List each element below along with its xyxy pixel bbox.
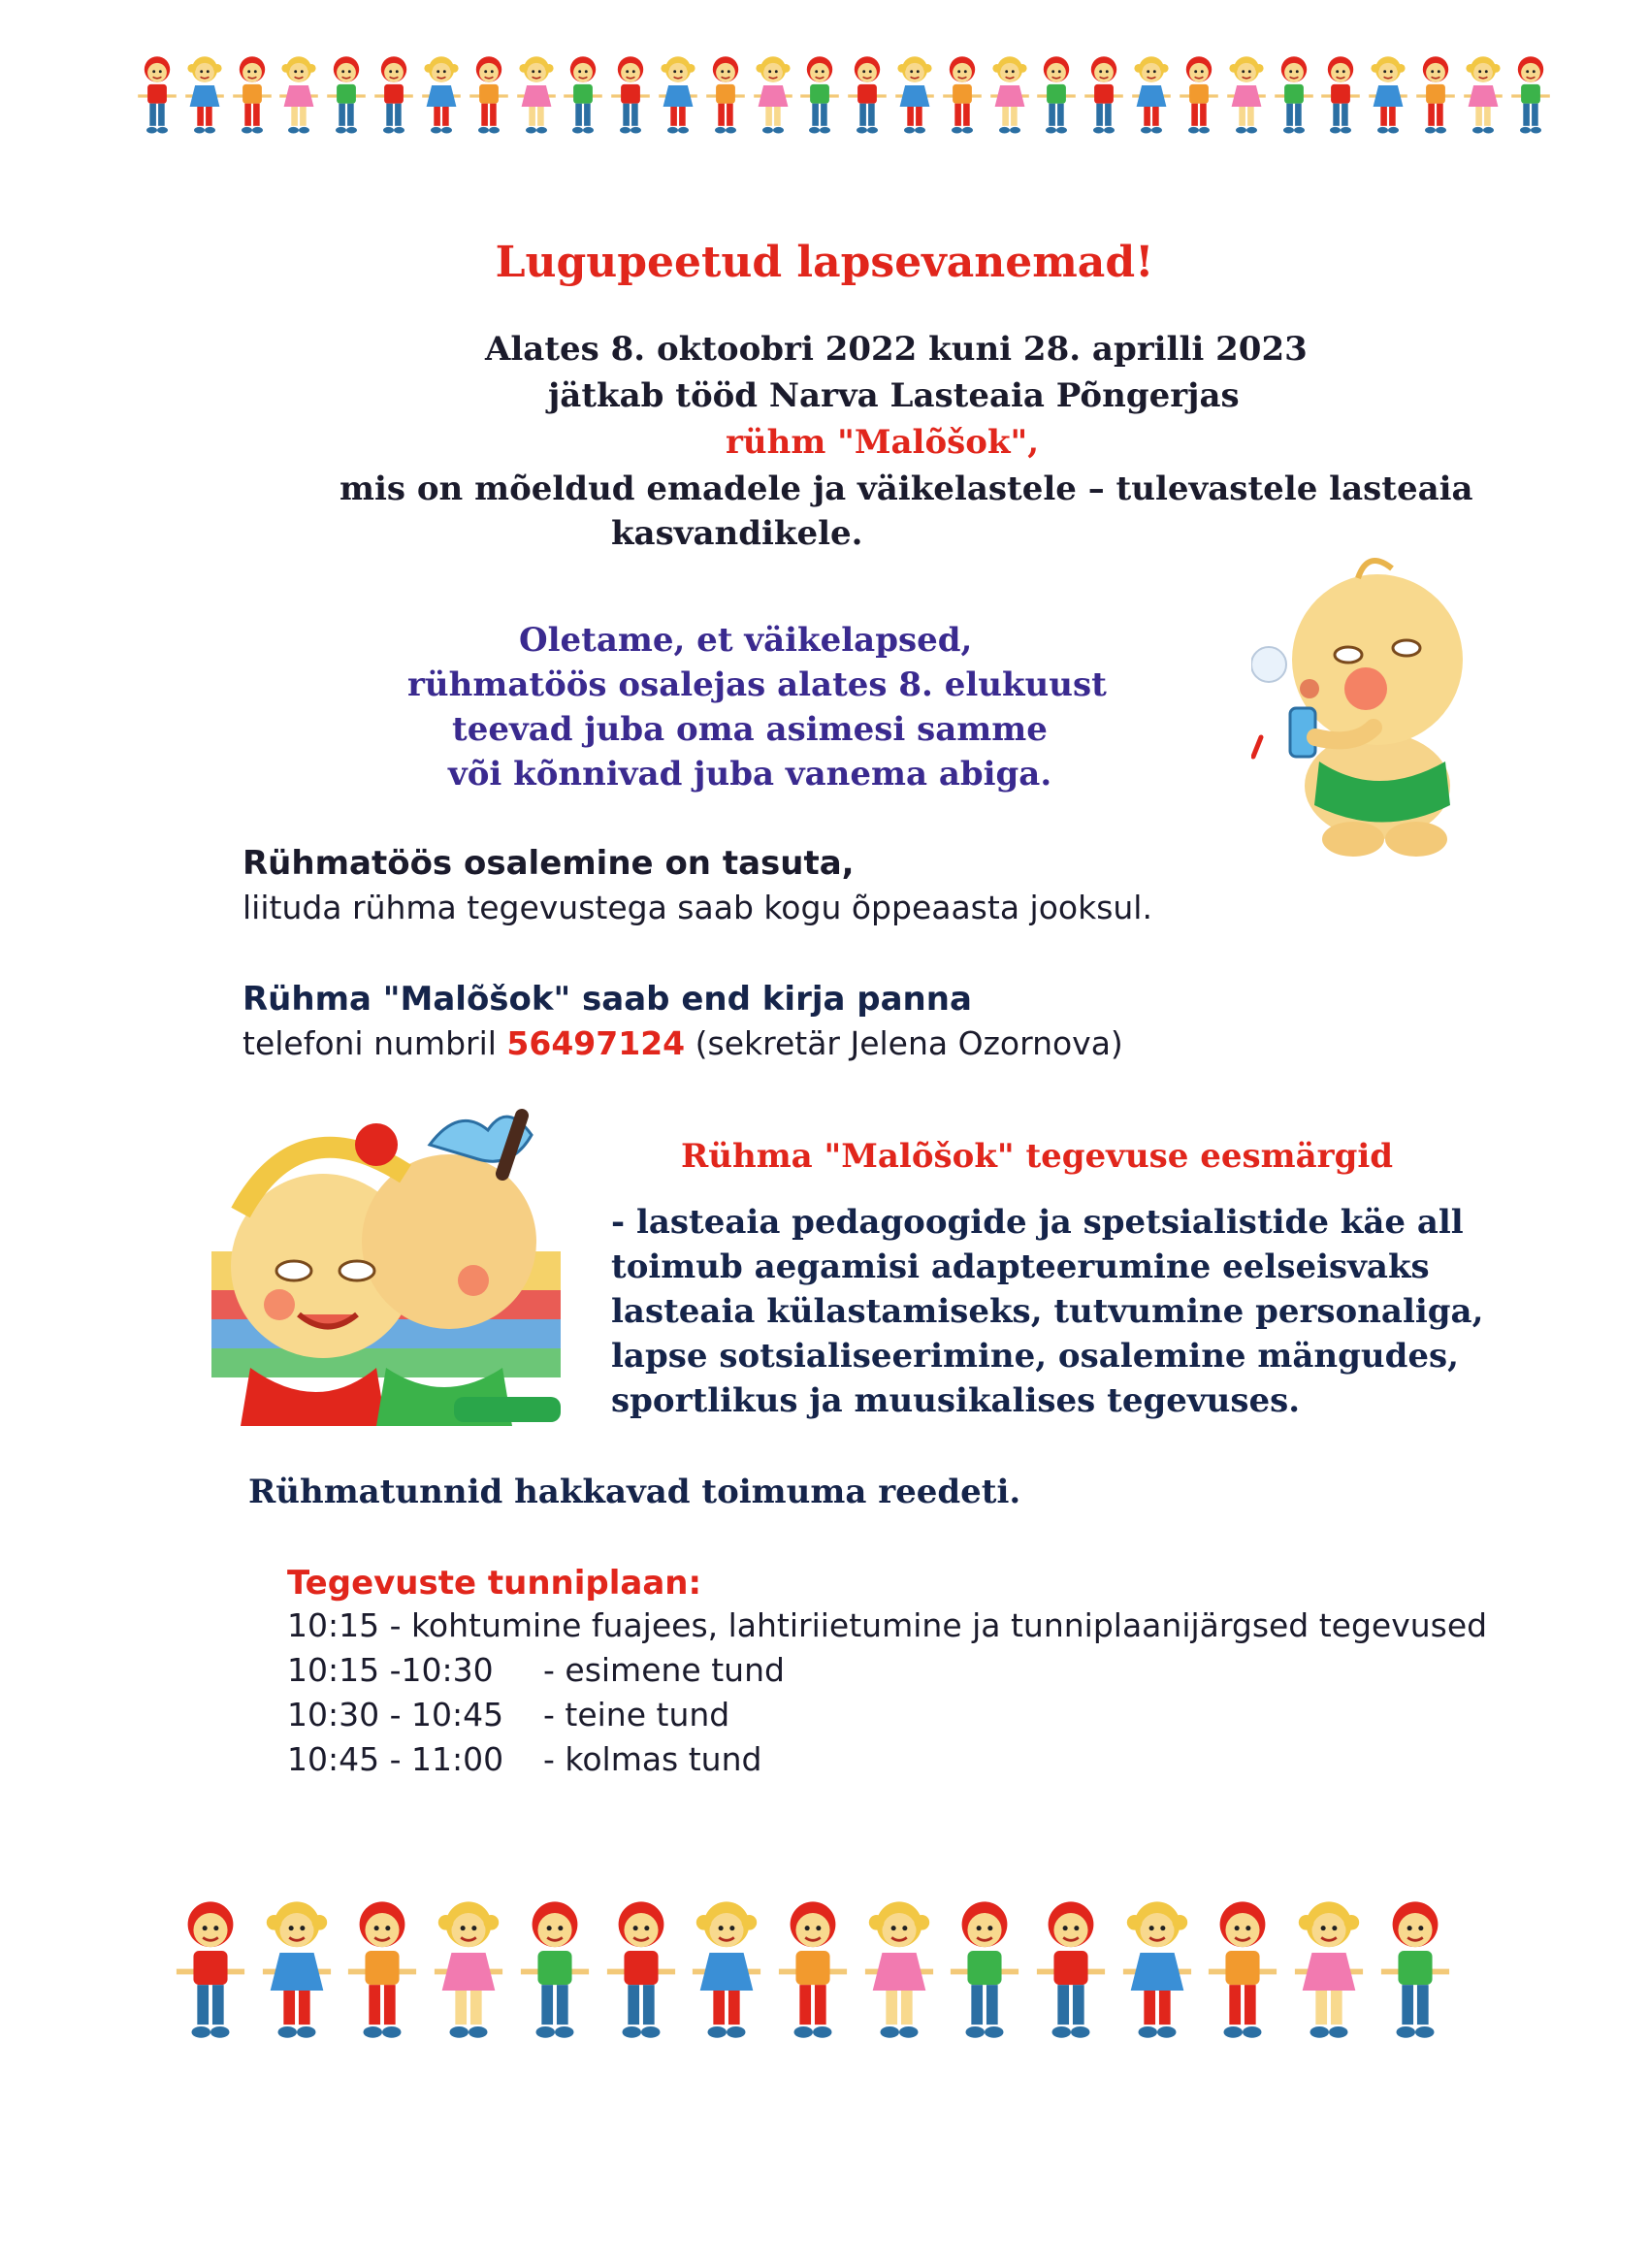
girl-icon — [1291, 1882, 1367, 2061]
boy-icon — [517, 1882, 593, 2061]
assumption-line-2: rühmatöös osalejas alates 8. elukuust — [407, 665, 1107, 704]
boy-icon — [1083, 43, 1125, 149]
schedule-heading: Tegevuste tunniplaan: — [287, 1564, 702, 1603]
boy-icon — [609, 43, 652, 149]
assumption-line-1: Oletame, et väikelapsed, — [519, 621, 973, 660]
schedule-time: 10:15 -10:30 — [287, 1651, 494, 1689]
boy-icon — [1414, 43, 1457, 149]
boy-icon — [798, 43, 841, 149]
schedule-time: 10:45 - 11:00 — [287, 1740, 504, 1778]
intro-line-1: Alates 8. oktoobri 2022 kuni 28. aprilli 2023 — [485, 330, 1308, 369]
girl-icon — [1462, 43, 1504, 149]
boy-icon — [846, 43, 889, 149]
fee-line-2: liituda rühma tegevustega saab kogu õppeaasta jooksul. — [242, 889, 1152, 926]
boy-icon — [231, 43, 274, 149]
goals-line-4: lapse sotsialiseerimine, osalemine mängudes, — [611, 1337, 1460, 1376]
page-title: Lugupeetud lapsevanemad! — [495, 238, 1154, 287]
girl-icon — [420, 43, 463, 149]
goals-heading: Rühma "Malõšok" tegevuse eesmärgid — [681, 1137, 1394, 1176]
boy-icon — [1205, 1882, 1280, 2061]
girl-icon — [277, 43, 320, 149]
register-line-2 — [242, 1024, 1123, 1062]
intro-line-5: kasvandikele. — [611, 514, 863, 553]
girl-icon — [988, 43, 1031, 149]
girl-icon — [515, 43, 558, 149]
boy-icon — [1178, 43, 1220, 149]
assumption-line-3: teevad juba oma asimesi samme — [452, 710, 1048, 749]
group-name: rühm "Malõšok", — [726, 423, 1040, 462]
girl-icon — [1367, 43, 1409, 149]
boy-icon — [1033, 1882, 1109, 2061]
intro-line-2: jätkab tööd Narva Lasteaia Põngerjas — [548, 376, 1240, 415]
boy-icon — [1509, 43, 1552, 149]
schedule-activity: - esimene tund — [543, 1651, 785, 1689]
schedule-activity: - teine tund — [543, 1696, 730, 1733]
boy-icon — [562, 43, 604, 149]
girl-icon — [1130, 43, 1173, 149]
children-border-bottom-icon — [173, 1877, 1453, 2061]
girl-icon — [752, 43, 794, 149]
boy-icon — [468, 43, 510, 149]
intro-line-4: mis on mõeldud emadele ja väikelastele – tulevastele lasteaia — [340, 470, 1473, 508]
baby-blowing-bubbles-icon — [1251, 543, 1504, 863]
boy-icon — [173, 1882, 248, 2061]
boy-icon — [1035, 43, 1078, 149]
assumption-line-4: või kõnnivad juba vanema abiga. — [448, 755, 1052, 794]
boy-icon — [1273, 43, 1315, 149]
schedule-activity: kohtumine fuajees, lahtiriietumine ja tunniplaanijärgsed tegevused — [411, 1606, 1488, 1644]
goals-line-5: sportlikus ja muusikalises tegevuses. — [611, 1381, 1301, 1420]
girl-icon — [689, 1882, 764, 2061]
register-suffix: (sekretär Jelena Ozornova) — [695, 1024, 1123, 1062]
fee-line-1: Rühmatöös osalemine on tasuta, — [242, 844, 855, 883]
girl-icon — [431, 1882, 506, 2061]
meeting-day: Rühmatunnid hakkavad toimuma reedeti. — [248, 1473, 1021, 1511]
goals-line-3: lasteaia külastamiseks, tutvumine personaliga, — [611, 1292, 1484, 1331]
children-border-top-icon — [136, 27, 1552, 149]
register-prefix: telefoni numbril — [242, 1024, 497, 1062]
boy-icon — [947, 1882, 1022, 2061]
schedule-row — [287, 1651, 785, 1689]
boy-icon — [704, 43, 747, 149]
boy-icon — [136, 43, 178, 149]
girl-icon — [1119, 1882, 1195, 2061]
boy-icon — [1319, 43, 1362, 149]
schedule-row — [287, 1606, 1487, 1644]
schedule-row — [287, 1740, 761, 1778]
schedule-time: 10:15 - — [287, 1606, 402, 1644]
boy-icon — [775, 1882, 851, 2061]
register-line-1: Rühma "Malõšok" saab end kirja panna — [242, 980, 972, 1019]
girl-icon — [861, 1882, 937, 2061]
children-hugging-icon — [211, 1106, 561, 1436]
goals-line-1: - lasteaia pedagoogide ja spetsialistide käe all — [611, 1203, 1464, 1242]
boy-icon — [603, 1882, 679, 2061]
girl-icon — [1225, 43, 1268, 149]
boy-icon — [372, 43, 415, 149]
boy-icon — [344, 1882, 420, 2061]
girl-icon — [893, 43, 936, 149]
boy-icon — [1377, 1882, 1453, 2061]
girl-icon — [657, 43, 699, 149]
goals-line-2: toimub aegamisi adapteerumine eelseisvaks — [611, 1247, 1430, 1286]
boy-icon — [325, 43, 368, 149]
girl-icon — [259, 1882, 335, 2061]
schedule-time: 10:30 - 10:45 — [287, 1696, 504, 1733]
schedule-row — [287, 1696, 729, 1733]
boy-icon — [941, 43, 984, 149]
phone-number: 56497124 — [506, 1024, 686, 1062]
girl-icon — [183, 43, 226, 149]
schedule-activity: - kolmas tund — [543, 1740, 762, 1778]
